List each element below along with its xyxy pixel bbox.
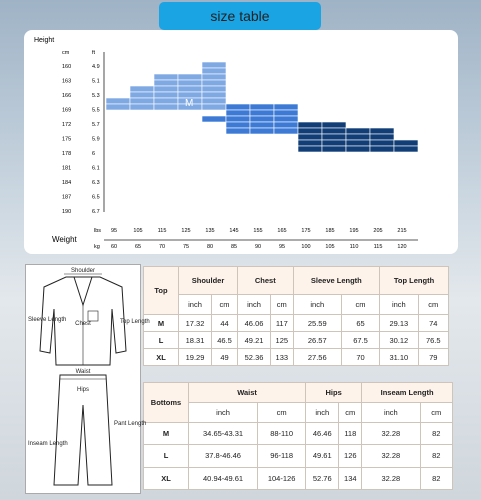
table-cell: 49: [212, 349, 238, 366]
weight-lbs-tick: 125: [181, 228, 191, 234]
col-waist: Waist: [189, 383, 306, 403]
weight-lbs-tick: 175: [301, 228, 311, 234]
cm-unit-label: cm: [62, 50, 70, 56]
size-cell-L: [250, 116, 274, 122]
size-cell-M: [106, 98, 130, 104]
weight-kg-tick: 105: [325, 244, 335, 250]
weight-kg-tick: 70: [158, 244, 166, 250]
size-cell-L: [274, 122, 298, 128]
table-cell: 65: [341, 315, 379, 332]
height-ft-tick: 6: [92, 151, 96, 157]
lbs-unit-label: lbs: [94, 228, 102, 234]
size-label: XL: [144, 349, 179, 366]
size-cell-L: [226, 110, 250, 116]
weight-lbs-tick: 135: [205, 228, 215, 234]
table-cell: 52.76: [306, 467, 339, 489]
height-cm-tick: 187: [62, 194, 72, 201]
table-cell: 125: [271, 332, 294, 349]
weight-lbs-tick: 185: [325, 228, 335, 234]
table-cell: 27.56: [293, 349, 341, 366]
height-ft-tick: 5.5: [92, 107, 100, 114]
table-cell: 46.5: [212, 332, 238, 349]
table-cell: 17.32: [179, 315, 212, 332]
size-cell-M: [202, 98, 226, 104]
size-label: M: [144, 423, 189, 445]
table-cell: 126: [339, 445, 362, 467]
size-table-banner: size table: [159, 2, 321, 30]
size-cell-L: [274, 104, 298, 110]
unit-cell: inch: [380, 295, 418, 315]
size-cell-M: [154, 80, 178, 86]
size-cell-M: [154, 98, 178, 104]
height-cm-tick: 178: [62, 151, 72, 157]
size-cell-L: [226, 116, 250, 122]
weight-kg-tick: 60: [110, 244, 118, 250]
size-cell-L: [226, 104, 250, 110]
table-cell: 82: [420, 445, 452, 467]
table-row: [144, 332, 449, 349]
size-cell-L: [274, 128, 298, 134]
size-cell-M: [202, 80, 226, 86]
label-pant-length: Pant Length: [114, 421, 147, 427]
unit-cell: inch: [362, 403, 420, 423]
weight-kg-tick: 120: [397, 244, 407, 250]
size-cell-XL: [346, 134, 370, 140]
size-cell-XL: [370, 128, 394, 134]
size-label: M: [144, 315, 179, 332]
size-cell-XL: [322, 128, 346, 134]
weight-kg-tick: 110: [349, 244, 359, 250]
table-cell: 46.46: [306, 423, 339, 445]
table-cell: 134: [339, 467, 362, 489]
col-chest: Chest: [238, 267, 294, 295]
table-cell: 117: [271, 315, 294, 332]
size-cell-M: [154, 74, 178, 80]
table-cell: 104-126: [258, 467, 306, 489]
table-cell: 82: [420, 467, 452, 489]
size-cell-L: [274, 116, 298, 122]
weight-lbs-tick: 205: [373, 228, 383, 234]
height-ft-tick: 6.7: [92, 209, 100, 215]
height-ft-tick: 5.7: [92, 122, 100, 128]
size-cell-XL: [322, 146, 346, 152]
label-inseam-length: Inseam Length: [28, 441, 68, 447]
size-cell-M: [202, 68, 226, 74]
table-cell: 19.29: [179, 349, 212, 366]
table-row: [144, 467, 453, 489]
table-cell: 96-118: [258, 445, 306, 467]
height-ft-tick: 5.3: [92, 93, 100, 99]
size-cell-XL: [298, 128, 322, 134]
label-sleeve-length: Sleeve Length: [28, 317, 67, 323]
kg-unit-label: kg: [94, 244, 100, 250]
size-cell-M: [202, 86, 226, 92]
table-cell: 74: [418, 315, 448, 332]
table-cell: 32.28: [362, 467, 420, 489]
table-cell: 133: [271, 349, 294, 366]
unit-cell: inch: [293, 295, 341, 315]
height-cm-tick: 175: [62, 136, 72, 143]
table-cell: 29.13: [380, 315, 418, 332]
weight-kg-tick: 85: [230, 244, 238, 250]
table-cell: 31.10: [380, 349, 418, 366]
unit-cell: inch: [306, 403, 339, 423]
weight-lbs-tick: 195: [349, 228, 359, 234]
unit-cell: cm: [258, 403, 306, 423]
size-chart-panel: [24, 30, 458, 254]
size-cell-XL: [370, 140, 394, 146]
top-size-table: [143, 266, 449, 366]
label-hips: Hips: [76, 387, 90, 393]
size-cell-XL: [298, 134, 322, 140]
height-ft-tick: 5.9: [92, 136, 100, 143]
unit-cell: inch: [189, 403, 258, 423]
weight-lbs-tick: 145: [229, 228, 239, 234]
height-cm-tick: 163: [62, 78, 72, 85]
size-cell-M: [130, 98, 154, 104]
size-cell-XL: [322, 140, 346, 146]
height-ft-tick: 6.5: [92, 194, 100, 201]
table-cell: 30.12: [380, 332, 418, 349]
size-cell-M: [130, 86, 154, 92]
size-cell-L: [226, 128, 250, 134]
table-cell: 76.5: [418, 332, 448, 349]
weight-kg-tick: 115: [373, 244, 383, 250]
size-label-M: M: [185, 98, 194, 109]
height-ft-tick: 5.1: [92, 78, 100, 85]
col-hips: Hips: [306, 383, 362, 403]
col-inseam-length: Inseam Length: [362, 383, 453, 403]
table-row: [144, 349, 449, 366]
size-cell-XL: [298, 122, 322, 128]
size-grid-chart: [24, 30, 458, 254]
weight-lbs-tick: 105: [133, 228, 143, 234]
height-cm-tick: 184: [62, 180, 72, 186]
height-title: Height: [34, 37, 55, 44]
size-cell-M: [202, 92, 226, 98]
size-cell-XL: [394, 146, 418, 152]
weight-lbs-tick: 165: [277, 228, 287, 234]
height-cm-tick: 166: [62, 93, 72, 99]
height-cm-tick: 160: [62, 64, 72, 70]
height-ft-tick: 4.9: [92, 64, 100, 70]
table-cell: 26.57: [293, 332, 341, 349]
size-cell-L: [250, 122, 274, 128]
size-cell-XL: [370, 146, 394, 152]
size-cell-XL: [322, 122, 346, 128]
col-sleeve-length: Sleeve Length: [293, 267, 380, 295]
size-label-L: L: [246, 138, 252, 149]
table-cell: 18.31: [179, 332, 212, 349]
top-corner: Top: [144, 267, 179, 315]
unit-cell: cm: [418, 295, 448, 315]
size-cell-M: [202, 104, 226, 110]
table-cell: 32.28: [362, 445, 420, 467]
weight-kg-tick: 75: [182, 244, 190, 250]
size-cell-M: [154, 86, 178, 92]
table-cell: 49.61: [306, 445, 339, 467]
size-cell-XL: [298, 140, 322, 146]
size-cell-M: [178, 86, 202, 92]
size-label: L: [144, 445, 189, 467]
size-cell-M: [178, 80, 202, 86]
size-cell-M: [178, 74, 202, 80]
weight-kg-tick: 100: [301, 244, 311, 250]
table-cell: 52.36: [238, 349, 271, 366]
size-cell-L: [250, 104, 274, 110]
table-cell: 44: [212, 315, 238, 332]
unit-cell: cm: [271, 295, 294, 315]
weight-kg-tick: 90: [254, 244, 262, 250]
weight-title: Weight: [52, 235, 77, 244]
size-cell-XL: [346, 140, 370, 146]
height-ft-tick: 6.3: [92, 180, 100, 186]
size-cell-M: [130, 92, 154, 98]
table-row: [144, 423, 453, 445]
table-cell: 79: [418, 349, 448, 366]
bottoms-corner: Bottoms: [144, 383, 189, 423]
table-cell: 118: [339, 423, 362, 445]
unit-cell: cm: [420, 403, 452, 423]
label-waist: Waist: [75, 369, 91, 375]
size-cell-L: [250, 110, 274, 116]
size-cell-L: [250, 128, 274, 134]
size-label: L: [144, 332, 179, 349]
table-cell: 88-110: [258, 423, 306, 445]
table-cell: 70: [341, 349, 379, 366]
garment-measurement-diagram: [25, 264, 150, 494]
height-cm-tick: 169: [62, 107, 72, 114]
size-cell-M: [130, 104, 154, 110]
size-cell-M: [202, 74, 226, 80]
label-chest: Chest: [75, 321, 91, 327]
size-cell-L: [202, 116, 226, 122]
unit-cell: inch: [179, 295, 212, 315]
weight-lbs-tick: 215: [397, 228, 407, 234]
table-cell: 32.28: [362, 423, 420, 445]
table-cell: 40.94-49.61: [189, 467, 258, 489]
height-cm-tick: 172: [62, 122, 72, 128]
label-shoulder: Shoulder: [70, 268, 96, 274]
table-cell: 49.21: [238, 332, 271, 349]
size-cell-XL: [394, 140, 418, 146]
table-cell: 46.06: [238, 315, 271, 332]
size-cell-M: [202, 62, 226, 68]
weight-kg-tick: 65: [134, 244, 142, 250]
size-cell-XL: [322, 134, 346, 140]
weight-kg-tick: 95: [278, 244, 286, 250]
size-cell-L: [274, 110, 298, 116]
unit-cell: cm: [341, 295, 379, 315]
height-cm-tick: 181: [62, 165, 72, 172]
table-cell: 82: [420, 423, 452, 445]
unit-cell: cm: [339, 403, 362, 423]
unit-cell: cm: [212, 295, 238, 315]
pocket-outline: [88, 311, 98, 321]
weight-lbs-tick: 95: [110, 228, 118, 234]
size-cell-M: [154, 104, 178, 110]
weight-kg-tick: 80: [206, 244, 214, 250]
weight-lbs-tick: 155: [253, 228, 263, 234]
bottoms-size-table: [143, 382, 453, 490]
height-cm-tick: 190: [62, 209, 72, 215]
table-row: [144, 315, 449, 332]
table-row: [144, 445, 453, 467]
unit-cell: inch: [238, 295, 271, 315]
size-cell-XL: [370, 134, 394, 140]
size-label-XL: XL: [321, 182, 335, 193]
label-top-length: Top Length: [120, 319, 150, 325]
size-cell-XL: [298, 146, 322, 152]
collar-outline: [74, 277, 92, 305]
height-ft-tick: 6.1: [92, 165, 100, 172]
size-cell-M: [154, 92, 178, 98]
col-top-length: Top Length: [380, 267, 449, 295]
ft-unit-label: ft: [92, 50, 96, 56]
col-shoulder: Shoulder: [179, 267, 238, 295]
table-cell: 25.59: [293, 315, 341, 332]
table-cell: 37.8-46.46: [189, 445, 258, 467]
pajama-illustration: [26, 265, 150, 493]
size-cell-XL: [346, 128, 370, 134]
size-cell-XL: [346, 146, 370, 152]
table-cell: 34.65-43.31: [189, 423, 258, 445]
table-cell: 67.5: [341, 332, 379, 349]
weight-lbs-tick: 115: [157, 228, 167, 234]
size-cell-L: [226, 122, 250, 128]
size-label: XL: [144, 467, 189, 489]
size-cell-M: [106, 104, 130, 110]
